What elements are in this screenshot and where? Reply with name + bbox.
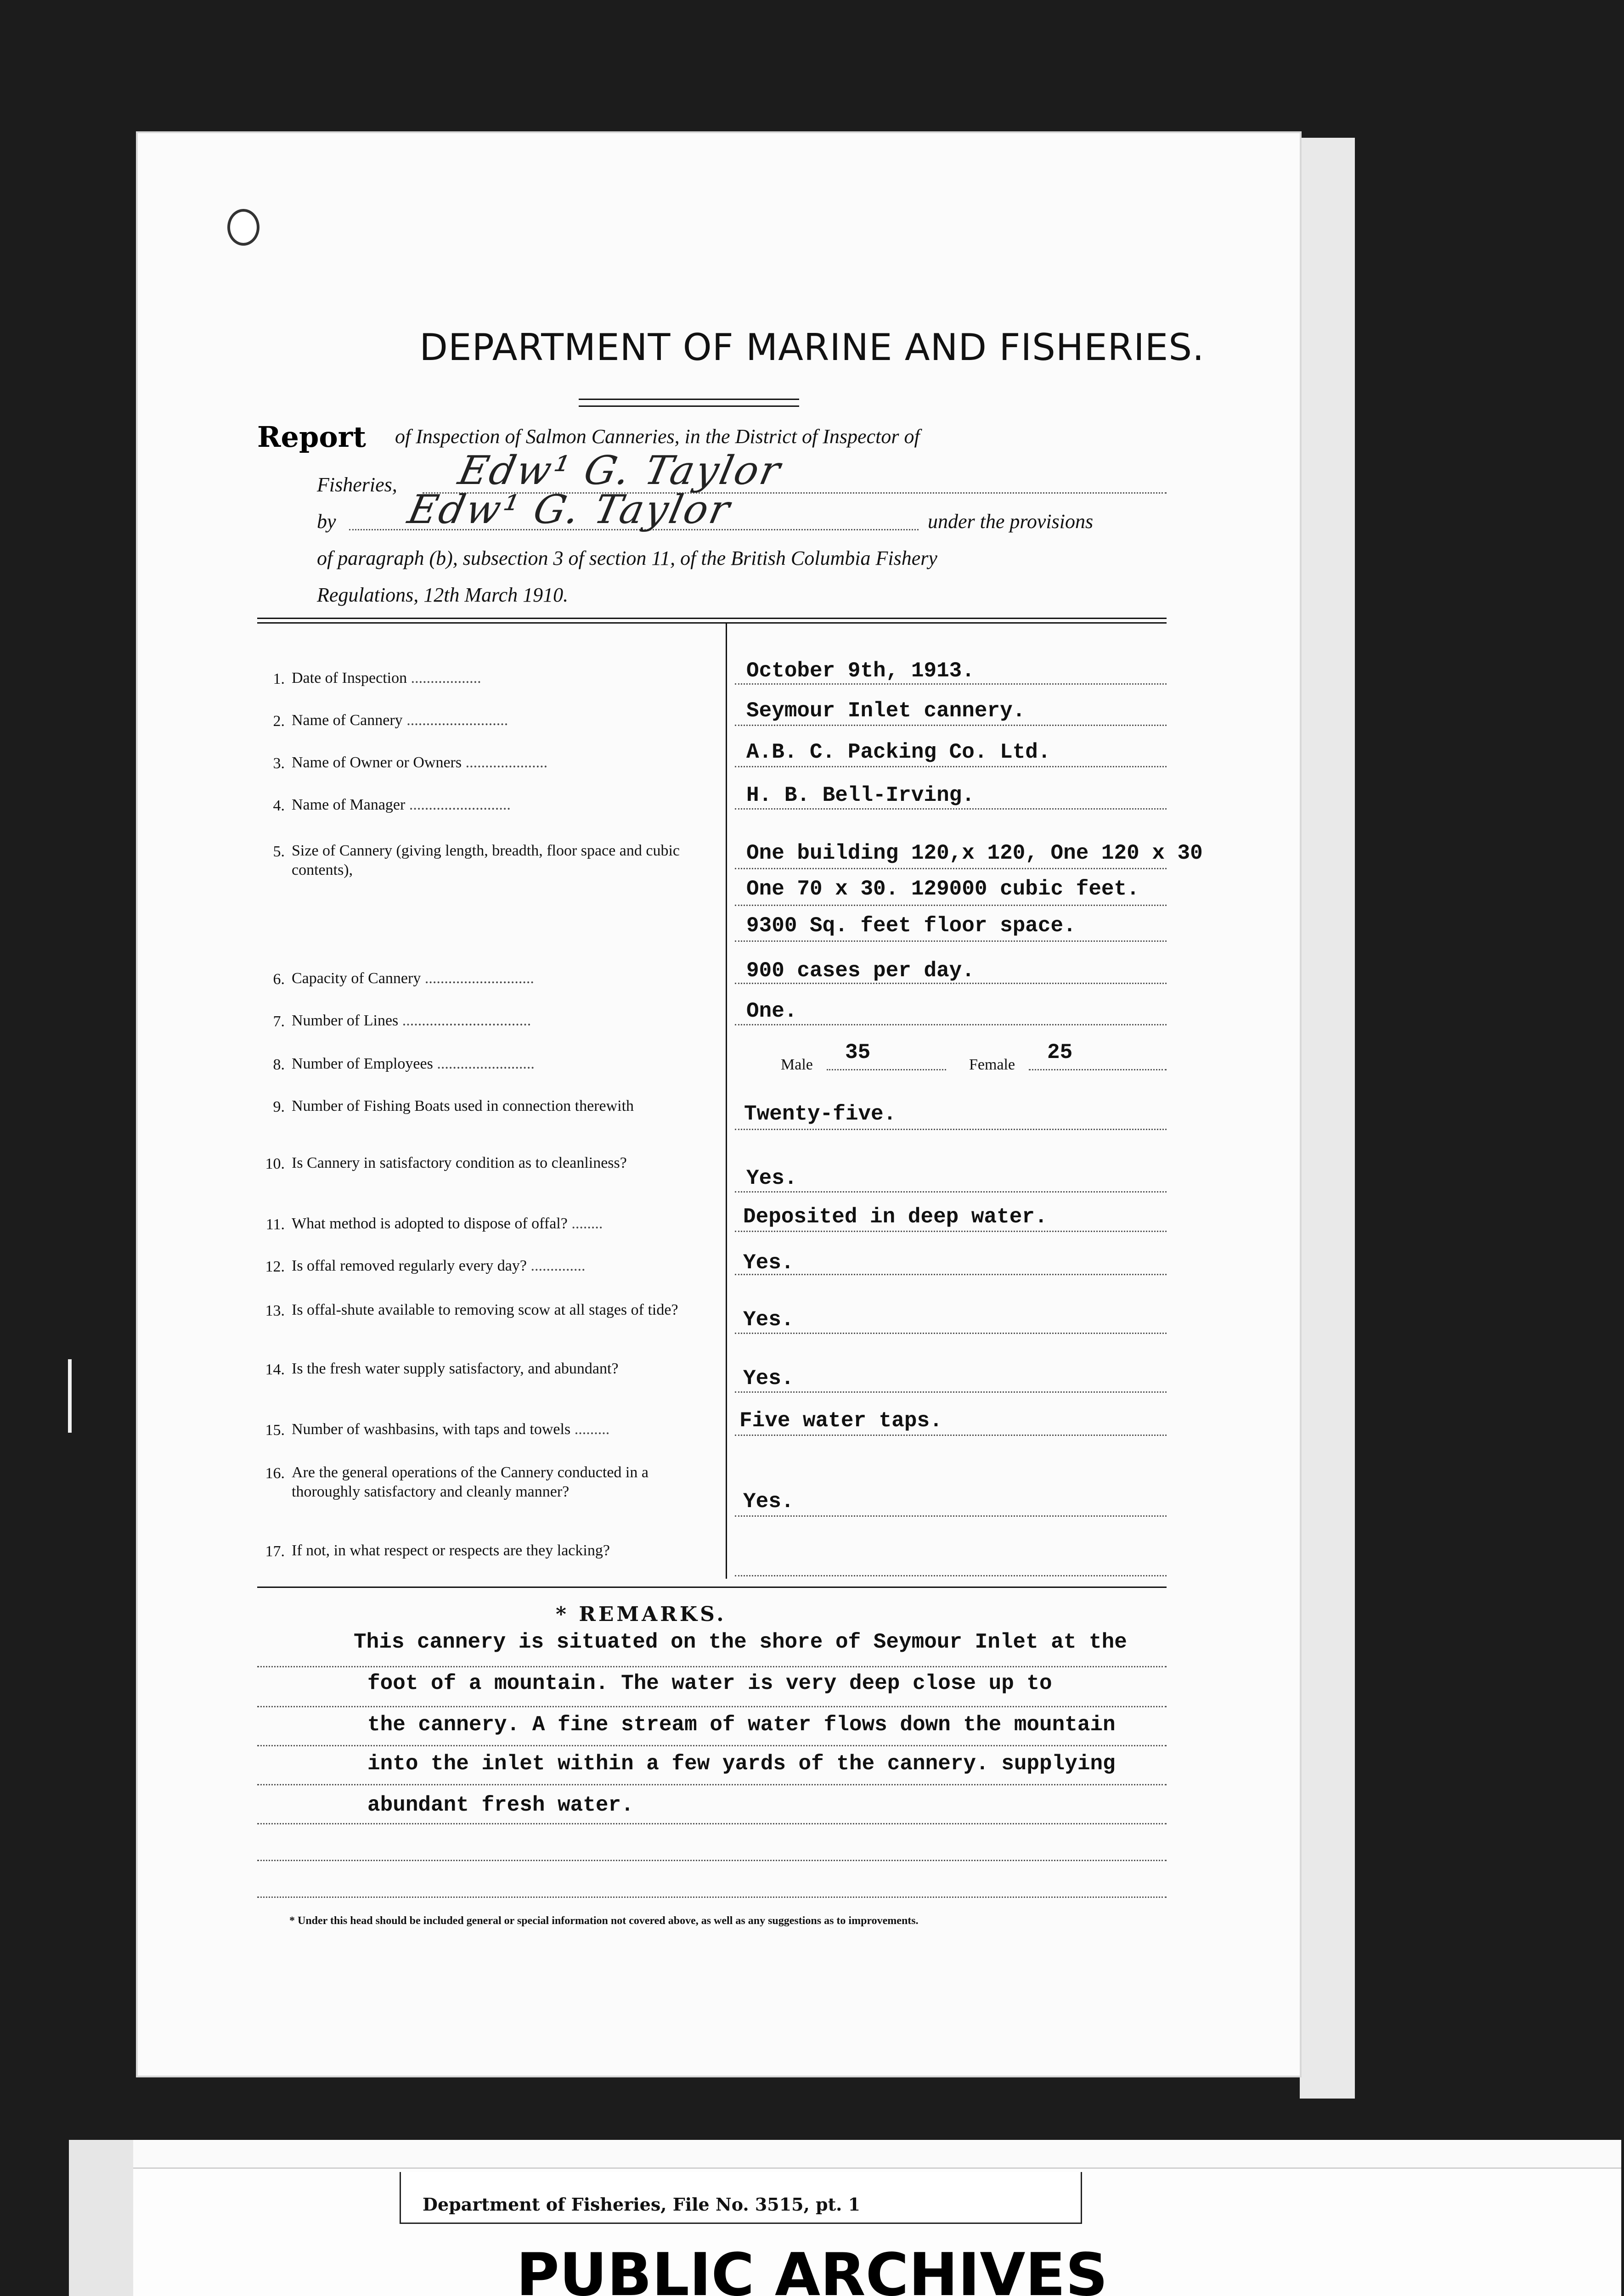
remark-line-2: foot of a mountain. The water is very deep close up to (367, 1671, 1052, 1695)
q15-number: 15. (265, 1422, 285, 1439)
q7-label: Number of Lines ................................. (292, 1012, 531, 1029)
remark-rule-6 (257, 1860, 1167, 1861)
q9-label: Number of Fishing Boats used in connection therewith (292, 1097, 634, 1114)
by-signature: Edw¹ G. Taylor (404, 487, 736, 533)
q8-number: 8. (273, 1056, 285, 1073)
q10-answer-line (735, 1191, 1167, 1193)
q7-answer: One. (746, 999, 797, 1023)
remark-rule-1 (257, 1666, 1167, 1667)
q17-label: If not, in what respect or respects are they lacking? (292, 1542, 610, 1559)
q5-answer-line-2: One 70 x 30. 129000 cubic feet. (746, 877, 1139, 901)
q6-answer-line (735, 983, 1167, 984)
edge-mark (68, 1359, 72, 1433)
q16-number: 16. (265, 1465, 285, 1482)
q17-answer-line (735, 1575, 1167, 1576)
q16-answer: Yes. (743, 1490, 794, 1514)
q3-answer-line (735, 766, 1167, 767)
q2-answer-line (735, 725, 1167, 726)
q3-number: 3. (273, 755, 285, 772)
q11-answer: Deposited in deep water. (743, 1205, 1048, 1229)
q6-answer: 900 cases per day. (746, 959, 975, 983)
q14-answer: Yes. (743, 1367, 794, 1390)
male-line (827, 1069, 946, 1070)
remark-rule-7 (257, 1896, 1167, 1898)
table-bottom-rule (257, 1587, 1167, 1588)
q9-answer-line (735, 1129, 1167, 1130)
q12-label: Is offal removed regularly every day? .............. (292, 1257, 586, 1274)
q14-label: Is the fresh water supply satisfactory, and abundant? (292, 1360, 619, 1377)
q4-label: Name of Manager .......................... (292, 796, 511, 813)
q15-answer: Five water taps. (739, 1409, 942, 1433)
q13-answer-line (735, 1333, 1167, 1334)
q5-answer-line-3: 9300 Sq. feet floor space. (746, 914, 1076, 938)
remarks-title: * REMARKS. (556, 1603, 727, 1626)
q5-answer-rule-2 (735, 905, 1167, 906)
remark-line-5: abundant fresh water. (367, 1793, 634, 1817)
q13-number: 13. (265, 1302, 285, 1319)
q1-answer: October 9th, 1913. (746, 659, 975, 683)
q9-answer: Twenty-five. (744, 1102, 897, 1126)
q5-answer-rule-3 (735, 940, 1167, 942)
q10-label: Is Cannery in satisfactory condition as to cleanliness? (292, 1154, 627, 1171)
q15-answer-line (735, 1435, 1167, 1436)
q11-label: What method is adopted to dispose of offal? ........ (292, 1215, 603, 1232)
female-label: Female (969, 1056, 1015, 1073)
remark-line-1: This cannery is situated on the shore of Seymour Inlet at the (354, 1630, 1127, 1654)
q3-label: Name of Owner or Owners ..................... (292, 754, 548, 771)
remark-line-3: the cannery. A fine stream of water flows down the mountain (367, 1713, 1116, 1737)
q4-number: 4. (273, 797, 285, 814)
q16-label: Are the general operations of the Cannery conducted in a thoroughly satisfactory and cleanly manner? (292, 1464, 648, 1500)
q5-answer-rule-1 (735, 868, 1167, 869)
q10-answer: Yes. (746, 1166, 797, 1190)
header-line-1: of Inspection of Salmon Canneries, in the District of Inspector of (395, 425, 920, 448)
q14-number: 14. (265, 1361, 285, 1378)
q2-answer: Seymour Inlet cannery. (746, 699, 1026, 723)
q7-answer-line (735, 1024, 1167, 1025)
q12-answer: Yes. (743, 1251, 794, 1275)
q10-number: 10. (265, 1155, 285, 1172)
q12-number: 12. (265, 1258, 285, 1275)
report-heading: Report (257, 420, 366, 454)
file-reference: Department of Fisheries, File No. 3515, pt. 1 (423, 2194, 861, 2215)
page-edge-strip (1300, 138, 1355, 2099)
header-line-4: of paragraph (b), subsection 3 of section 11, of the British Columbia Fishery (317, 547, 937, 569)
archive-card-top-edge (69, 2140, 1621, 2169)
q7-number: 7. (273, 1013, 285, 1030)
by-label: by (317, 510, 336, 533)
q6-number: 6. (273, 971, 285, 988)
remark-line-4: into the inlet within a few yards of the cannery. supplying (367, 1752, 1116, 1776)
q12-answer-line (735, 1274, 1167, 1275)
q13-label: Is offal-shute available to removing scow at all stages of tide? (292, 1301, 678, 1318)
q17-number: 17. (265, 1543, 285, 1560)
fisheries-label: Fisheries, (317, 473, 397, 496)
q2-number: 2. (273, 713, 285, 730)
remark-rule-3 (257, 1745, 1167, 1746)
q15-label: Number of washbasins, with taps and towels ......... (292, 1421, 610, 1438)
q5-label: Size of Cannery (giving length, breadth, floor space and cubic contents), (292, 842, 680, 878)
male-count: 35 (845, 1041, 871, 1064)
title-underline (579, 399, 799, 407)
remark-rule-4 (257, 1784, 1167, 1785)
fisheries-signature: Edw¹ G. Taylor (454, 448, 786, 494)
department-title: DEPARTMENT OF MARINE AND FISHERIES. (419, 326, 1205, 369)
q16-answer-line (735, 1515, 1167, 1517)
header-line-5: Regulations, 12th March 1910. (317, 584, 569, 606)
female-count: 25 (1047, 1041, 1073, 1064)
q2-label: Name of Cannery .......................... (292, 712, 508, 729)
header-rule-top (257, 618, 1167, 619)
punch-hole (227, 209, 259, 246)
q1-number: 1. (273, 670, 285, 687)
q11-number: 11. (265, 1216, 285, 1233)
q5-answer-line-1: One building 120,x 120, One 120 x 30 (746, 841, 1203, 865)
q1-answer-line (735, 683, 1167, 685)
q3-answer: A.B. C. Packing Co. Ltd. (746, 740, 1051, 764)
q4-answer: H. B. Bell-Irving. (746, 783, 975, 807)
q4-answer-line (735, 808, 1167, 810)
q6-label: Capacity of Cannery ............................ (292, 970, 534, 987)
q5-number: 5. (273, 843, 285, 860)
female-line (1029, 1069, 1167, 1070)
header-rule-bottom (257, 622, 1167, 624)
under-provisions-label: under the provisions (928, 510, 1094, 533)
remark-rule-5 (257, 1823, 1167, 1824)
male-label: Male (781, 1056, 813, 1073)
q11-answer-line (735, 1231, 1167, 1232)
q9-number: 9. (273, 1098, 285, 1115)
q1-label: Date of Inspection .................. (292, 670, 481, 687)
remark-rule-2 (257, 1706, 1167, 1707)
q8-label: Number of Employees ......................... (292, 1055, 535, 1072)
remarks-footnote: * Under this head should be included general or special information not covered above, as well as any suggestions as to improvements. (289, 1915, 919, 1927)
archive-line-1: PUBLIC ARCHIVES (516, 2241, 1108, 2296)
q14-answer-line (735, 1391, 1167, 1393)
q13-answer: Yes. (743, 1308, 794, 1332)
